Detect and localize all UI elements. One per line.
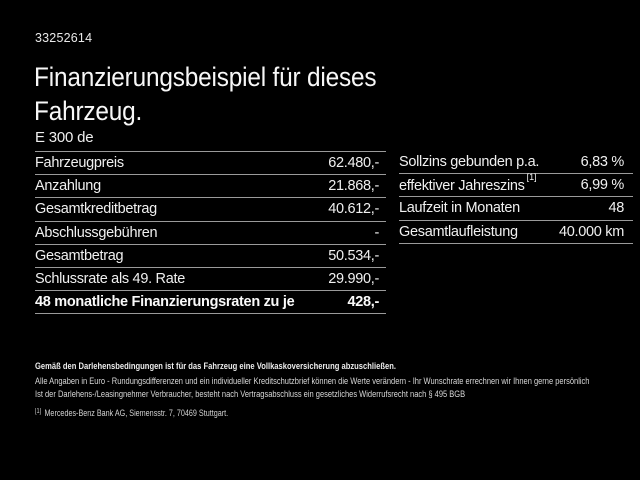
- disclaimer-line: Ist der Darlehens-/Leasingnehmer Verbraucher, besteht nach Vertragsabschluss ein gesetzliches Widerrufsrecht nach § 495 BGB: [35, 389, 466, 400]
- row-value: 29.990,-: [328, 271, 379, 288]
- row-label: Fahrzeugpreis: [35, 155, 124, 172]
- model-name: E 300 de: [35, 129, 94, 146]
- table-row: [399, 221, 633, 244]
- table-row: [399, 197, 633, 220]
- financing-table-left: [35, 151, 386, 314]
- footnote-text: Mercedes-Benz Bank AG, Siemensstr. 7, 70469 Stuttgart.: [44, 408, 229, 418]
- row-label: Anzahlung: [35, 178, 101, 195]
- footnote-reference: [1]: [526, 172, 537, 183]
- row-label: Abschlussgebühren: [35, 224, 158, 241]
- disclaimer-line: Alle Angaben in Euro - Rundungsdifferenzen und ein individueller Kreditschutzbrief können die Werte verändern - Ihr Wunschrate errechnen wir Ihnen gerne persönlich: [35, 376, 590, 387]
- table-row: [35, 268, 386, 291]
- row-label: Sollzins gebunden p.a.: [399, 154, 540, 171]
- table-row: [35, 291, 386, 314]
- row-value: 40.000 km: [558, 223, 624, 240]
- table-row: [35, 222, 386, 245]
- table-row: [399, 174, 633, 197]
- page-title: [34, 60, 457, 128]
- table-row: [399, 151, 633, 174]
- footnote: [35, 408, 228, 418]
- row-label: Schlussrate als 49. Rate: [35, 271, 185, 288]
- row-label: Gesamtlaufleistung: [399, 223, 518, 240]
- footnote-marker: [1]: [35, 408, 42, 415]
- row-value: 6,83 %: [580, 154, 624, 171]
- table-row: [35, 175, 386, 198]
- row-value: 40.612,-: [328, 201, 379, 218]
- table-row: [35, 245, 386, 268]
- row-value: 62.480,-: [328, 155, 379, 172]
- row-label: Gesamtkreditbetrag: [35, 201, 157, 218]
- financing-table-right: [399, 151, 633, 244]
- row-label: 48 monatliche Finanzierungsraten zu je: [35, 294, 295, 311]
- table-row: [35, 198, 386, 221]
- row-value: 6,99 %: [580, 177, 624, 194]
- row-label: Gesamtbetrag: [35, 247, 124, 264]
- row-label: effektiver Jahreszins[1]: [399, 172, 537, 195]
- vehicle-id: 33252614: [35, 31, 93, 45]
- table-row: [35, 152, 386, 175]
- row-value: -: [374, 224, 379, 241]
- page-title-line2: Fahrzeug.: [34, 96, 143, 126]
- row-label: Laufzeit in Monaten: [399, 200, 520, 217]
- disclaimer-bold-line: Gemäß den Darlehensbedingungen ist für das Fahrzeug eine Vollkaskoversicherung abzuschließen.: [35, 361, 396, 372]
- row-value: 428,-: [347, 294, 379, 311]
- row-value: 48: [608, 200, 624, 217]
- page-title-line1: Finanzierungsbeispiel für dieses: [34, 62, 377, 92]
- row-value: 21.868,-: [328, 178, 379, 195]
- row-value: 50.534,-: [328, 247, 379, 264]
